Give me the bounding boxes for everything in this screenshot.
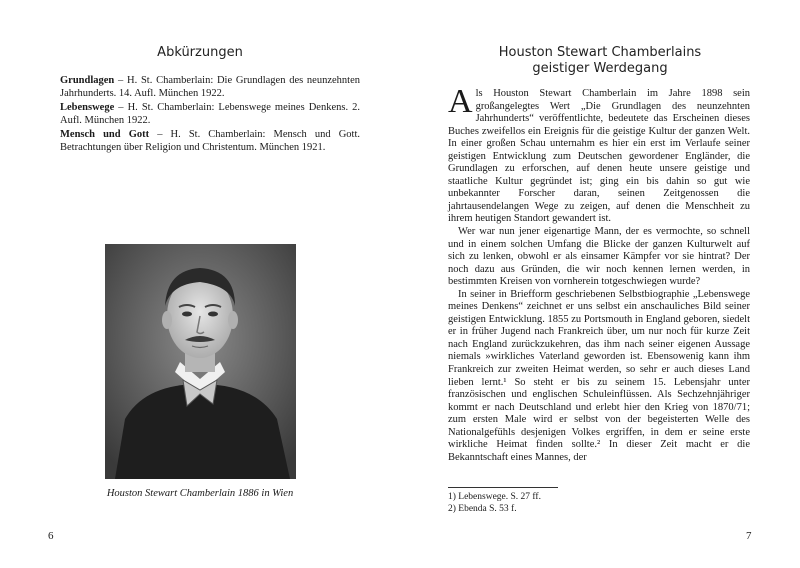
abbreviations-list — [60, 74, 360, 154]
abbreviation-entry — [60, 128, 360, 155]
page-number: 6 — [48, 530, 54, 542]
abbreviation-entry — [60, 101, 360, 128]
chapter-body — [448, 83, 750, 464]
chapter-heading-line: Houston Stewart Chamberlains — [498, 45, 702, 60]
footnotes — [448, 491, 541, 515]
abbreviation-term: Mensch und Gott — [60, 128, 150, 140]
abbreviation-text: – H. St. Chamberlain: Lebenswege meines Denkens. 2. Aufl. München 1922. — [60, 101, 360, 127]
chapter-heading — [400, 45, 800, 77]
abbreviation-term: Grundlagen — [60, 75, 115, 86]
footnote-rule — [448, 487, 558, 488]
abbreviation-term: Lebenswege — [60, 101, 115, 113]
paragraph-text: ls Houston Stewart Chamberlain im Jahre 1898 sein großangelegtes Wert „Die Grundlagen des neunzehnten Jahrhunderts“ veröffentlichte, bedeutete das Erscheinen dieses Buches zweifellos ein Ereignis für die geistige Kultur der ganzen Welt. In einer großen Schau unternahm es hier ein erst im Verlaufe seiner geistigen Entwicklung zum Deutschen gewordener Engländer, die Grundlagen zu erforschen, auf denen heute unsere geistige und staatliche Kultur gegründet ist; ging ein bis dahin so gut wie unbekannter Forscher daran, seinen Zeitgenossen die jahrtausendelangen Wege zu zeigen, auf denen die Menschheit zu ihrem heutigen Standort gewandert ist. — [448, 88, 750, 225]
drop-cap: A — [448, 83, 473, 120]
portrait-photo — [105, 244, 296, 479]
abbreviation-entry — [60, 74, 360, 101]
footnote: 2) Ebenda S. 53 f. — [448, 504, 517, 514]
footnote: 1) Lebenswege. S. 27 ff. — [448, 492, 541, 502]
abbreviation-text: – H. St. Chamberlain: Die Grundlagen des neunzehnten Jahrhunderts. 14. Aufl. München 1922. — [60, 75, 360, 100]
page-number: 7 — [746, 530, 752, 542]
paragraph: Wer war nun jener eigenartige Mann, der es vermochte, so schnell und in einem solchen Umfang die Blicke der ganzen Kulturwelt auf sich zu lenken, obwohl er als einsamer Kämpfer vor sie hintrat? Der noch dazu aus Gründen, die wir noch kennen lernen werden, in bestimmten Kreisen von vornherein totgeschwiegen wurde? — [448, 226, 750, 288]
right-page — [400, 0, 800, 568]
chapter-heading-line: geistiger Werdegang — [532, 61, 668, 76]
abbreviation-text: – H. St. Chamberlain: Mensch und Gott. Betrachtungen über Religion und Christentum. München 1921. — [60, 128, 360, 154]
paragraph — [448, 83, 750, 226]
abbreviations-heading: Abkürzungen — [157, 45, 243, 60]
photo-caption: Houston Stewart Chamberlain 1886 in Wien — [106, 488, 294, 499]
paragraph: In seiner in Briefform geschriebenen Selbstbiographie „Lebenswege meines Denkens“ zeichnet er uns selbst ein anschauliches Bild seiner geistigen Entwicklung. 1855 zu Portsmouth in England geboren, siedelt er in früher Jugend nach Frankreich über, um nur noch für kurze Zeit nach England zurückzukehren, das ihm nach seiner eigenen Aussage niemals »wirkliches Vaterland geworden ist. Ebensowenig kann ihm Frankreich zur zweiten Heimat werden, so sehr er auch dieses Land lieben lernt.¹ So steht er bis zu seinem 15. Lebensjahr unter französischen und englischen Schuleinflüssen. Als Sechzehnjähriger kommt er nach Deutschland und erlebt hier den Krieg von 1870/71; zum ersten Male wird er selbst von der begeisterten Welle des Nationalgefühls desjenigen Volkes ergriffen, in dem er seine erste wirkliche Heimat finden sollte.² In dieser Zeit macht er die Bekanntschaft eines Mannes, der — [448, 288, 750, 463]
